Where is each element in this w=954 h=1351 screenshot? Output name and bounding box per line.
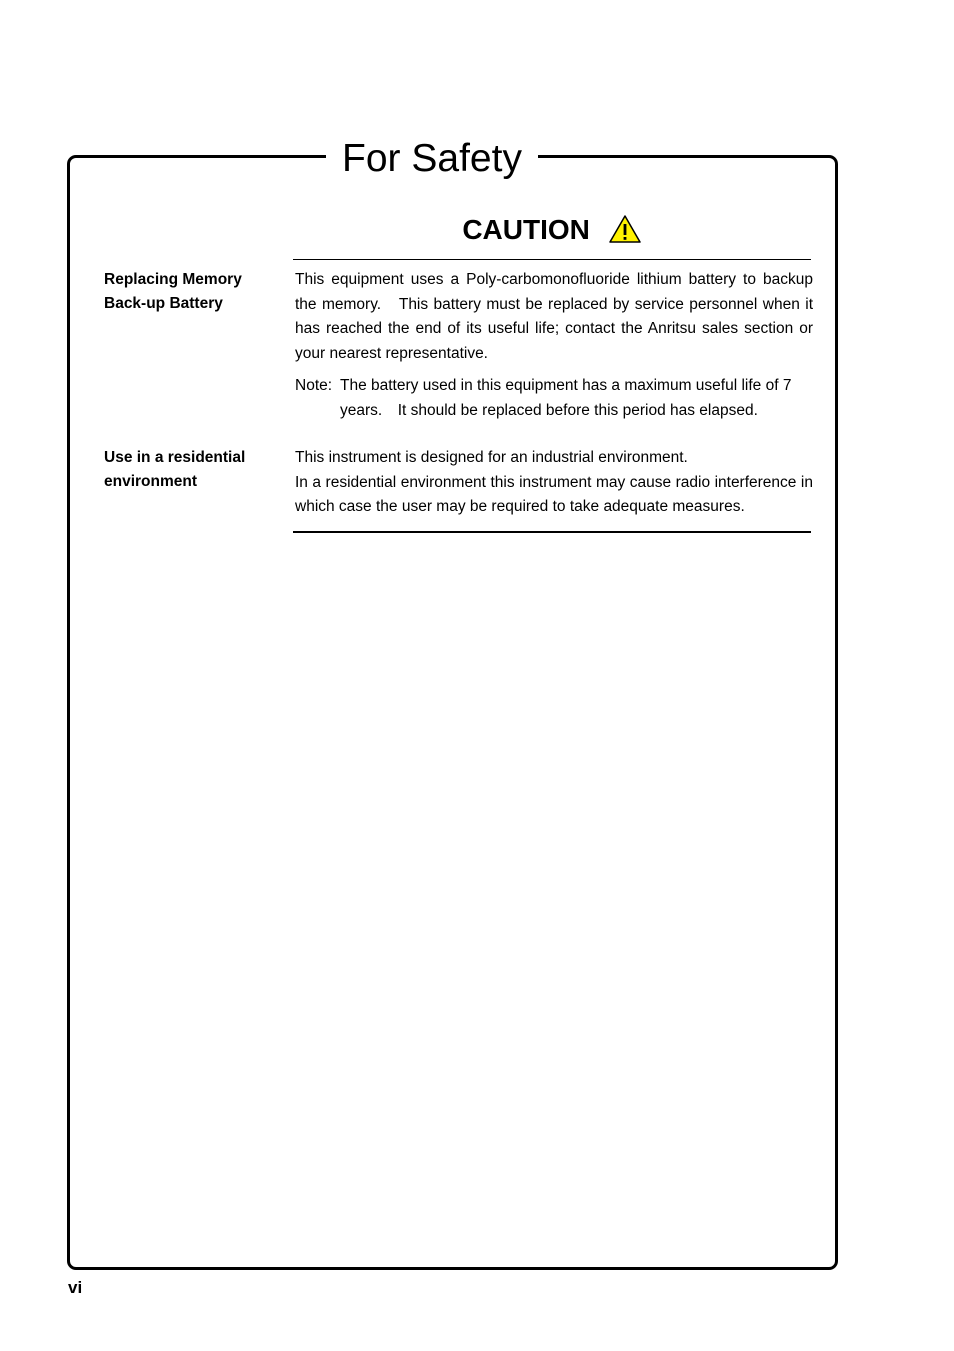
section-label-line: Replacing Memory xyxy=(104,271,242,288)
section-label-battery xyxy=(104,268,284,316)
section-body-line: This instrument is designed for an industrial environment. xyxy=(295,449,688,466)
page-title: For Safety xyxy=(342,137,522,180)
page-number: vi xyxy=(68,1278,83,1297)
section-body-residential xyxy=(295,446,813,520)
caution-heading xyxy=(293,209,811,256)
section-label-line: environment xyxy=(104,473,198,490)
warning-triangle-icon xyxy=(608,214,642,256)
section-label-residential xyxy=(104,446,284,494)
note-text: The battery used in this equipment has a maximum useful life of 7 years. It should be replaced before this period has elapsed. xyxy=(340,377,792,419)
section-body-battery: This equipment uses a Poly-carbomonofluoride lithium battery to backup the memory. This battery must be replaced by service personnel when it has reached the end of its useful life; contact the Anritsu sales section or your nearest representative. xyxy=(295,271,813,362)
section-label-line: Use in a residential xyxy=(104,449,246,466)
section-body-line: In a residential environment this instrument may cause radio interference in which case the user may be required to take adequate measures. xyxy=(295,473,813,515)
note-label: Note: xyxy=(295,377,333,394)
caution-heading-text: CAUTION xyxy=(462,214,590,245)
caution-top-rule xyxy=(293,259,811,260)
caution-bottom-rule xyxy=(293,531,811,533)
section-label-line: Back-up Battery xyxy=(104,295,223,312)
